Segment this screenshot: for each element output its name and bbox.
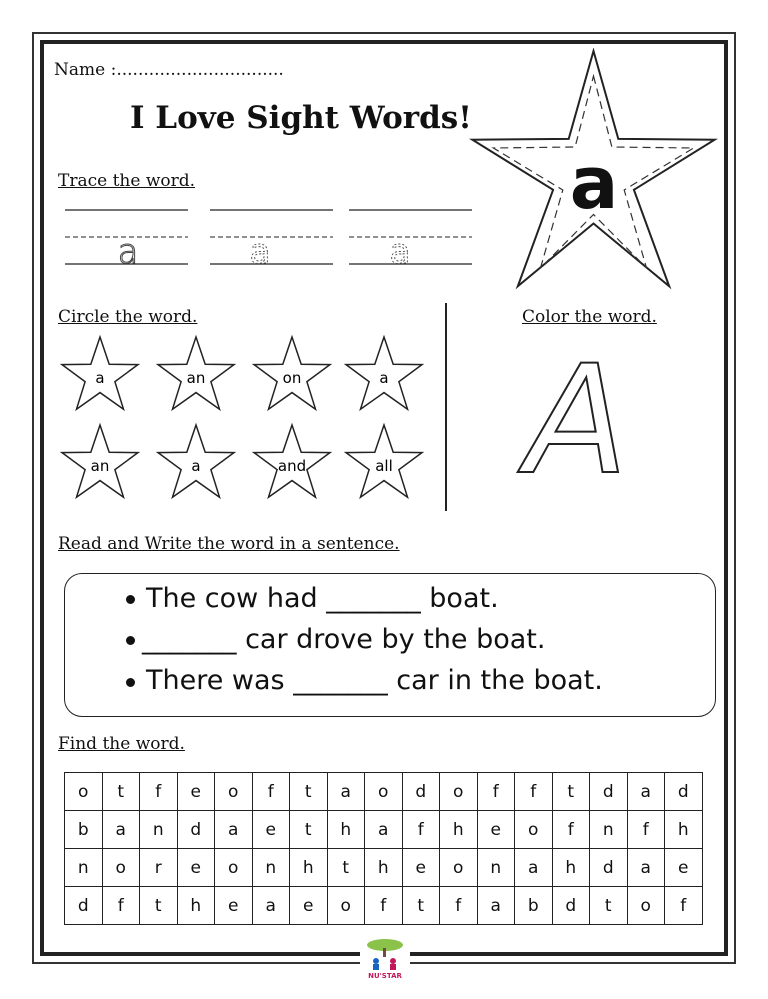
grid-cell[interactable]: f	[102, 887, 140, 925]
grid-cell[interactable]: f	[252, 773, 290, 811]
trace-letter-2: a	[249, 232, 271, 272]
grid-cell[interactable]: d	[665, 773, 703, 811]
grid-cell[interactable]: t	[290, 811, 328, 849]
sentence-1[interactable]: The cow had _______ boat.	[146, 583, 499, 614]
read-write-heading: Read and Write the word in a sentence.	[58, 534, 400, 554]
grid-cell[interactable]: t	[327, 849, 365, 887]
grid-cell[interactable]: n	[65, 849, 103, 887]
grid-cell[interactable]: h	[665, 811, 703, 849]
name-field-label: Name :...............................	[54, 60, 284, 80]
star-item[interactable]	[254, 425, 330, 497]
grid-cell[interactable]: e	[215, 887, 253, 925]
star-item[interactable]	[254, 337, 330, 409]
grid-cell[interactable]: d	[552, 887, 590, 925]
grid-cell[interactable]: b	[65, 811, 103, 849]
grid-cell[interactable]: t	[290, 773, 328, 811]
star-word: an	[186, 369, 206, 387]
sight-word-star	[466, 48, 722, 290]
grid-row	[65, 773, 703, 811]
tree-logo-icon	[360, 936, 410, 972]
grid-cell[interactable]: a	[627, 773, 665, 811]
page-title: I Love Sight Words!	[130, 100, 472, 136]
star-word: a	[191, 457, 201, 475]
grid-cell[interactable]: r	[140, 849, 178, 887]
grid-cell[interactable]: f	[515, 773, 553, 811]
grid-cell[interactable]: t	[102, 773, 140, 811]
grid-cell[interactable]: a	[365, 811, 403, 849]
star-item[interactable]	[62, 425, 138, 497]
grid-cell[interactable]: o	[215, 773, 253, 811]
grid-row	[65, 849, 703, 887]
star-item[interactable]	[346, 337, 422, 409]
grid-cell[interactable]: n	[590, 811, 628, 849]
grid-cell[interactable]: f	[627, 811, 665, 849]
grid-cell[interactable]: h	[177, 887, 215, 925]
grid-cell[interactable]: a	[102, 811, 140, 849]
grid-cell[interactable]: d	[590, 773, 628, 811]
star-item[interactable]	[158, 425, 234, 497]
grid-cell[interactable]: a	[215, 811, 253, 849]
grid-cell[interactable]: t	[590, 887, 628, 925]
sight-word-letter: a	[569, 141, 619, 225]
grid-cell[interactable]: d	[177, 811, 215, 849]
grid-cell[interactable]: f	[552, 811, 590, 849]
grid-cell[interactable]: o	[102, 849, 140, 887]
grid-cell[interactable]: e	[665, 849, 703, 887]
grid-cell[interactable]: h	[327, 811, 365, 849]
grid-cell[interactable]: t	[552, 773, 590, 811]
grid-cell[interactable]: n	[252, 849, 290, 887]
grid-row	[65, 811, 703, 849]
grid-cell[interactable]: o	[515, 811, 553, 849]
sentence-2[interactable]: _______ car drove by the boat.	[142, 624, 546, 655]
grid-row	[65, 887, 703, 925]
grid-cell[interactable]: f	[365, 887, 403, 925]
grid-cell[interactable]: f	[140, 773, 178, 811]
color-letter-outline[interactable]	[512, 340, 642, 490]
star-item[interactable]	[346, 425, 422, 497]
grid-cell[interactable]: t	[140, 887, 178, 925]
sentence-3[interactable]: There was _______ car in the boat.	[146, 665, 603, 696]
grid-cell[interactable]: e	[290, 887, 328, 925]
grid-cell[interactable]: f	[402, 811, 440, 849]
grid-cell[interactable]: b	[515, 887, 553, 925]
find-heading: Find the word.	[58, 734, 185, 754]
color-heading: Color the word.	[522, 307, 657, 327]
grid-cell[interactable]: n	[477, 849, 515, 887]
star-word: a	[95, 369, 105, 387]
nustar-logo	[360, 936, 410, 988]
grid-cell[interactable]: e	[477, 811, 515, 849]
grid-cell[interactable]: f	[440, 887, 478, 925]
grid-cell[interactable]: a	[515, 849, 553, 887]
bullet-icon	[126, 595, 135, 604]
trace-letter-1: a	[117, 232, 139, 272]
grid-cell[interactable]: h	[290, 849, 328, 887]
grid-cell[interactable]: d	[65, 887, 103, 925]
grid-cell[interactable]: n	[140, 811, 178, 849]
star-word: all	[375, 457, 393, 475]
grid-cell[interactable]: a	[252, 887, 290, 925]
trace-heading: Trace the word.	[58, 171, 196, 191]
grid-cell[interactable]: d	[402, 773, 440, 811]
grid-cell[interactable]: o	[440, 773, 478, 811]
star-item[interactable]	[158, 337, 234, 409]
grid-cell[interactable]: a	[327, 773, 365, 811]
grid-cell[interactable]: o	[440, 849, 478, 887]
grid-cell[interactable]: h	[552, 849, 590, 887]
grid-cell[interactable]: o	[327, 887, 365, 925]
grid-cell[interactable]: e	[402, 849, 440, 887]
star-word: an	[90, 457, 110, 475]
word-search-grid	[64, 772, 703, 925]
grid-cell[interactable]: o	[65, 773, 103, 811]
star-word: and	[277, 457, 307, 475]
grid-cell[interactable]: a	[477, 887, 515, 925]
grid-cell[interactable]: h	[365, 849, 403, 887]
grid-cell[interactable]: f	[665, 887, 703, 925]
logo-text: NU'STAR	[368, 972, 402, 980]
trace-letter-3: a	[389, 232, 411, 272]
grid-cell[interactable]: o	[627, 887, 665, 925]
bullet-icon	[126, 678, 135, 687]
trace-lines	[60, 200, 480, 275]
grid-cell[interactable]: t	[402, 887, 440, 925]
grid-cell[interactable]: f	[477, 773, 515, 811]
star-item[interactable]	[62, 337, 138, 409]
outline-letter-a: A	[525, 340, 629, 490]
grid-cell[interactable]: h	[440, 811, 478, 849]
grid-cell[interactable]: o	[365, 773, 403, 811]
grid-cell[interactable]: d	[590, 849, 628, 887]
grid-cell[interactable]: o	[215, 849, 253, 887]
circle-stars-grid	[56, 335, 436, 505]
star-word: a	[379, 369, 389, 387]
star-word: on	[282, 369, 302, 387]
circle-heading: Circle the word.	[58, 307, 198, 327]
bullet-icon	[126, 636, 135, 645]
grid-cell[interactable]: a	[627, 849, 665, 887]
grid-cell[interactable]: e	[177, 849, 215, 887]
grid-cell[interactable]: e	[177, 773, 215, 811]
section-divider	[445, 303, 447, 511]
grid-cell[interactable]: e	[252, 811, 290, 849]
